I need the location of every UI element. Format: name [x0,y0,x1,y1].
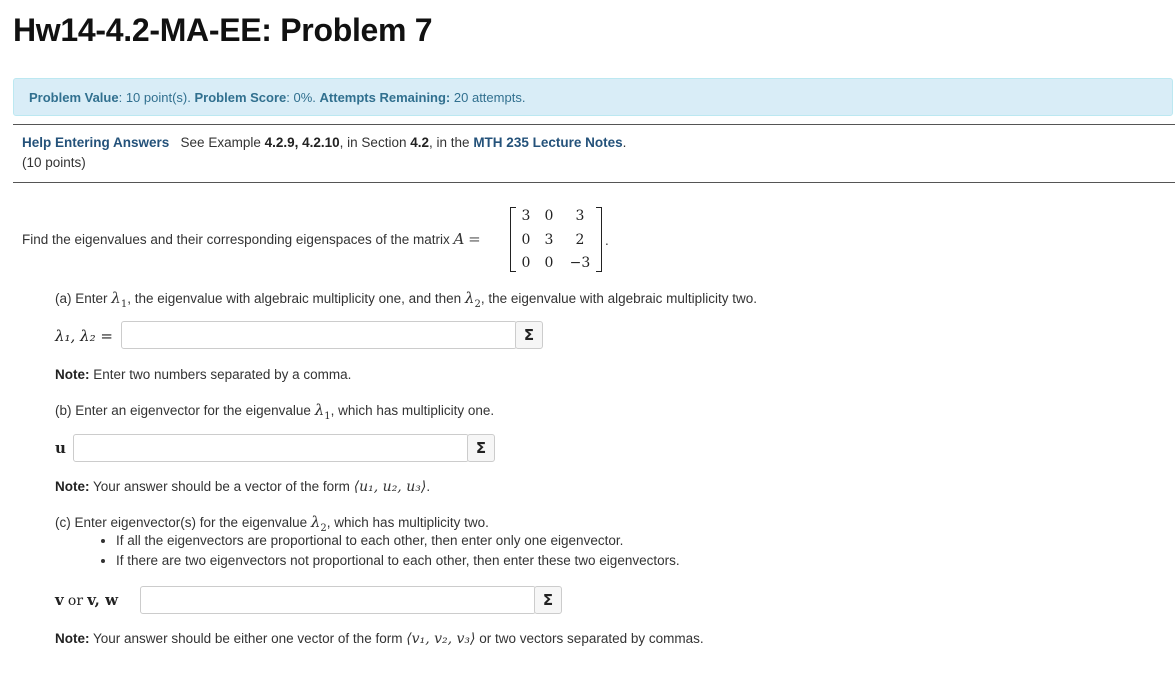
eigenvectors-vw-input[interactable] [140,586,536,614]
note-b-end: . [426,479,431,494]
equals-sign: = [468,230,481,248]
lecture-notes-link[interactable]: MTH 235 Lecture Notes [473,135,623,150]
lambda-2-symbol: λ [464,289,475,307]
answer-c-label-vw: v, w [87,591,119,609]
lambda-2-subscript: 2 [474,299,481,310]
part-b-prefix: (b) Enter an eigenvector for the eigenvalue [55,403,311,418]
part-a-prefix: (a) Enter [55,291,108,306]
equation-editor-button-c[interactable]: Σ [534,586,562,614]
equation-editor-button-a[interactable]: Σ [515,321,543,349]
help-line [22,135,626,150]
note-c-label: Note: [55,631,90,646]
note-c-text: Your answer should be either one vector of the form [93,631,403,646]
help-in-the-text: , in the [429,135,470,150]
answer-b-label: u [55,439,66,457]
list-item: • If all the eigenvectors are proportional to each other, then enter only one eigenvector. [116,532,680,549]
matrix-cell: −3 [569,255,591,271]
note-c [55,631,704,647]
matrix-symbol: A [453,230,465,248]
lambda-2-c-symbol: λ [310,513,321,531]
problem-value-label: Problem Value [29,89,119,105]
part-c-instruction [55,513,489,534]
answer-c-label-v: v [55,591,64,609]
points-text: (10 points) [22,155,86,170]
part-c-prefix: (c) Enter eigenvector(s) for the eigenvalue [55,515,308,530]
equation-editor-button-b[interactable]: Σ [467,434,495,462]
eigenvalues-input[interactable] [121,321,517,349]
problem-statement-text: Find the eigenvalues and their corresponding eigenspaces of the matrix [22,232,450,247]
matrix-cell: 0 [521,255,531,271]
part-a-suffix: , the eigenvalue with algebraic multiplicity two. [480,291,757,306]
problem-score-label: Problem Score [194,89,287,105]
part-a-instruction [55,289,757,310]
note-b-text: Your answer should be a vector of the form [93,479,350,494]
problem-statement [22,230,481,248]
problem-value: 10 point(s). [125,89,191,105]
matrix-a [510,205,602,273]
part-b-suffix: , which has multiplicity one. [330,403,495,418]
eigenvector-u-input[interactable] [73,434,469,462]
part-c-bullets [100,532,680,572]
note-b-label: Note: [55,479,90,494]
lambda-1-subscript: 1 [120,299,128,310]
help-see-text: See Example [180,135,261,150]
lambda-1-b-symbol: λ [314,401,325,419]
page-title: Hw14-4.2-MA-EE: Problem 7 [13,12,433,48]
vector-form-u: ⟨u₁, u₂, u₃⟩ [353,479,427,495]
statement-period: . [605,233,609,248]
lambda-1-b [314,401,331,422]
attempts-label: Attempts Remaining: [319,89,451,105]
matrix-cell: 3 [575,208,585,224]
note-a-label: Note: [55,367,90,382]
part-a-mid: , the eigenvalue with algebraic multiplicity one, and then [127,291,462,306]
matrix-cell: 2 [575,232,585,248]
part-c-suffix: , which has multiplicity two. [326,515,489,530]
lambda-1 [111,289,128,310]
matrix-cell: 3 [544,232,554,248]
divider-top [13,124,1175,125]
note-c-end: or two vectors separated by commas. [479,631,704,646]
matrix-right-bracket [596,207,602,272]
answer-c-label [55,591,118,609]
note-a [55,367,351,382]
help-in-section-text: , in Section [339,135,407,150]
divider-bottom [13,182,1175,183]
lambda-1-symbol: λ [111,289,121,307]
help-examples: 4.2.9, 4.2.10 [264,135,340,150]
vector-form-v: ⟨v₁, v₂, v₃⟩ [406,631,476,647]
note-a-text: Enter two numbers separated by a comma. [93,367,352,382]
matrix-cell: 3 [521,208,531,224]
lambda-2-c [310,513,327,534]
list-item: • If there are two eigenvectors not proportional to each other, then enter these two eigenvectors. [116,552,680,569]
note-b [55,479,430,495]
lambda-2 [464,289,481,310]
matrix-cell: 0 [521,232,531,248]
part-b-instruction [55,401,494,422]
matrix-cell: 0 [544,255,554,271]
help-entering-answers-link[interactable]: Help Entering Answers [22,135,170,150]
matrix-cell: 0 [544,208,554,224]
problem-score: 0%. [293,89,316,105]
lambda-2-c-subscript: 2 [320,523,327,534]
problem-info-bar: Problem Value: 10 point(s). Problem Score: 0%. Attempts Remaining: 20 attempts. [13,78,1173,116]
attempts-remaining: 20 attempts. [453,89,526,105]
help-end: . [622,135,627,150]
answer-c-label-or: or [67,593,84,609]
answer-a-label: λ₁, λ₂ = [55,327,113,345]
help-section: 4.2 [410,135,430,150]
lambda-1-b-subscript: 1 [324,411,331,422]
